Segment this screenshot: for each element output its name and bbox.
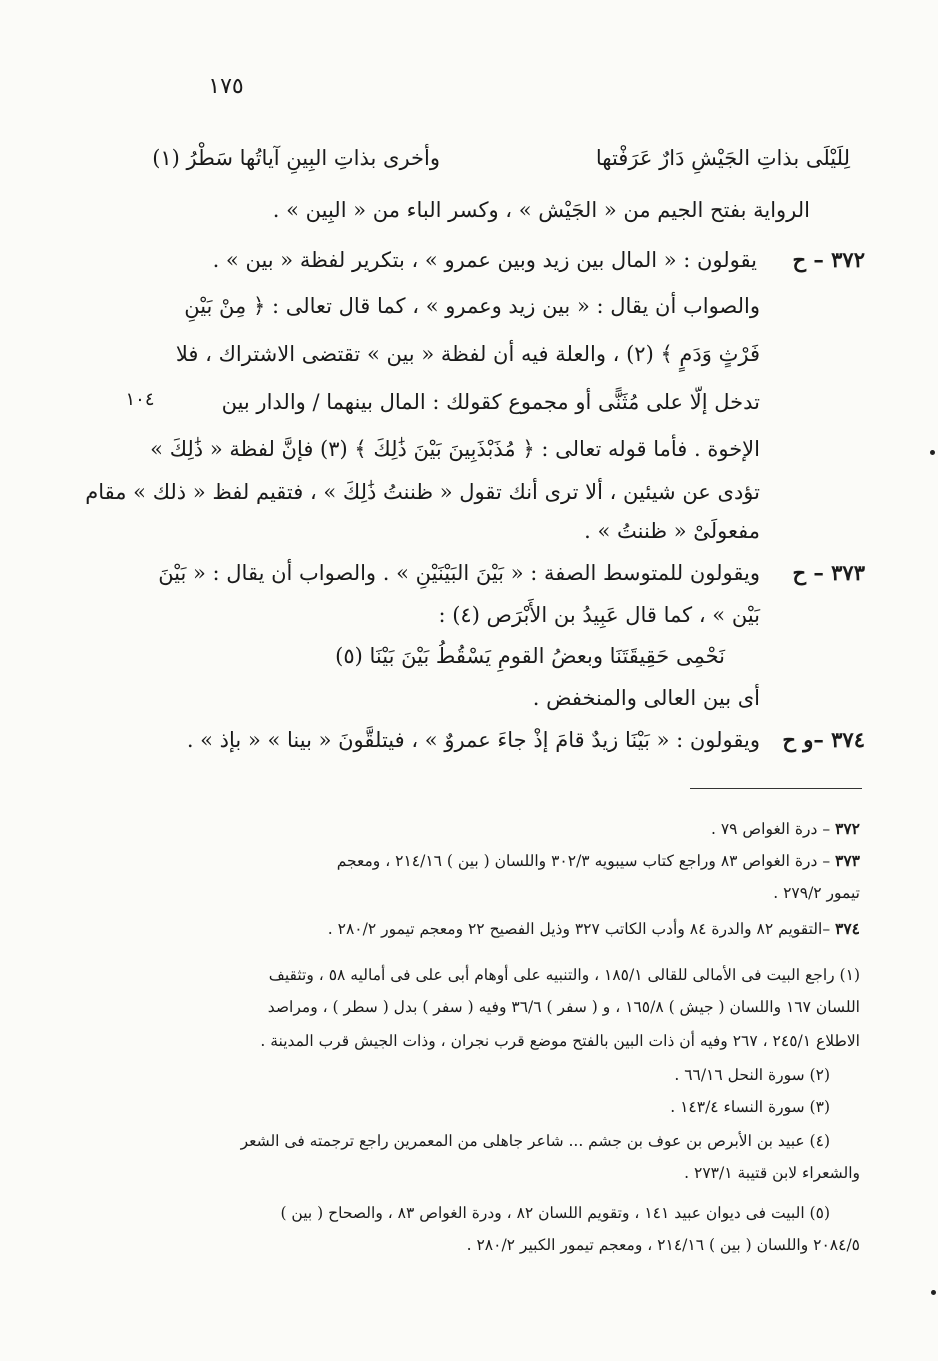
entry-number-374: ٣٧٤ –و ح xyxy=(782,727,865,752)
body-line: والصواب أن يقال : « بين زيد وعمرو » ، كما قال تعالى : ﴿ مِنْ بَيْنِ xyxy=(184,294,760,318)
body-line: أى بين العالى والمنخفض . xyxy=(532,686,760,710)
footnote-line: (٤) عبيد بن الأبرص بن عوف بن جشم ... شاعر جاهلى من المعمرين راجع ترجمته فى الشعر xyxy=(240,1132,830,1150)
entry-number-372: ٣٧٢ – ح xyxy=(792,247,865,272)
verse-left-hemistich: وأخرى بذاتِ البِينِ آياتُها سَطْرُ (١) xyxy=(152,146,440,170)
reference-text: تيمور ٢٧٩/٢ . xyxy=(773,884,860,902)
footnote-line: اللسان ١٦٧ واللسان ( جيش ) ١٦٥/٨ ، و ( سفر ) ٣٦/٦ وفيه ( سفر ) بدل ( سطر ) ، ومراصد xyxy=(267,998,860,1016)
entry-number-373: ٣٧٣ – ح xyxy=(792,560,865,585)
footnote-line: ٢٠٨٤/٥ واللسان ( بين ) ٢١٤/١٦ ، ومعجم تيمور الكبير ٢٨٠/٢ . xyxy=(466,1236,860,1254)
body-line: تدخل إلّا على مُثَنًّى أو مجموع كقولك : المال بينهما / والدار بين xyxy=(221,390,760,414)
body-line: مفعولَىْ « ظننتُ » . xyxy=(584,519,760,543)
body-line: يقولون : « المال بين زيد وبين عمرو » ، بتكرير لفظة « بين » . xyxy=(212,248,757,272)
body-line: الإخوة . فأما قوله تعالى : ﴿ مُذَبْذَبِينَ بَيْنَ ذَٰلِكَ ﴾ (٣) فإنَّ لفظة « ذَٰلِكَ » xyxy=(150,437,760,461)
footnote-line: الاطلاع ٢٤٥/١ ، ٢٦٧ وفيه أن ذات البين بالفتح موضع قرب نجران ، وذات الجيش قرب المدينة . xyxy=(260,1032,860,1050)
verse-right-hemistich: لِلَيْلَى بذاتِ الجَيْشِ دَارٌ عَرَفْتها xyxy=(595,146,850,170)
reference-372 xyxy=(560,818,860,840)
margin-page-number: ١٠٤ xyxy=(125,389,155,410)
body-line: ويقولون : « بَيْنَا زيدٌ قامَ إذْ جاءَ عمروٌ » ، فيتلقَّونَ « بينا » « بإذ » . xyxy=(186,728,760,752)
scan-mark xyxy=(931,1290,936,1295)
scan-mark xyxy=(930,450,935,455)
poem-verse: نَحْمِى حَقِيقَتَنَا وبعضُ القومِ يَسْقُطُ بَيْنَ بَيْنَا (٥) xyxy=(335,644,725,668)
body-line: ويقولون للمتوسط الصفة : « بَيْنَ البَيْنَيْنِ » . والصواب أن يقال : « بَيْنَ xyxy=(158,561,760,585)
reference-374 xyxy=(175,918,860,940)
body-line: الرواية بفتح الجيم من « الجَيْش » ، وكسر الباء من « البِين » . xyxy=(272,198,810,222)
page-number: ١٧٥ xyxy=(208,74,244,99)
footnote-line: (٢) سورة النحل ٦٦/١٦ . xyxy=(674,1066,830,1084)
footnote-line: (٥) البيت فى ديوان عبيد ١٤١ ، وتقويم اللسان ٨٢ ، ودرة الغواص ٨٣ ، والصحاح ( بين ) xyxy=(280,1204,830,1222)
body-line: فَرْثٍ وَدَمٍ ﴾ (٢) ، والعلة فيه أن لفظة « بين » تقتضى الاشتراك ، فلا xyxy=(175,342,760,366)
reference-text: –التقويم ٨٢ والدرة ٨٤ وأدب الكاتب ٣٢٧ وذيل الفصيح ٢٢ ومعجم تيمور ٢٨٠/٢ . xyxy=(327,920,831,938)
body-line: بَيْن » ، كما قال عَبِيدُ بن الأَبْرَص (٤) : xyxy=(438,603,760,627)
reference-373 xyxy=(165,850,860,872)
reference-text: – درة الغواص ٨٣ وراجع كتاب سيبويه ٣٠٢/٣ واللسان ( بين ) ٢١٤/١٦ ، ومعجم xyxy=(336,852,831,870)
reference-number: ٣٧٣ xyxy=(835,851,860,870)
footnote-line: (١) راجع البيت فى الأمالى للقالى ١٨٥/١ ، والتنبيه على أوهام أبى على فى أماليه ٥٨ ، وتثقيف xyxy=(268,966,860,984)
footnote-line: (٣) سورة النساء ١٤٣/٤ . xyxy=(670,1098,830,1116)
reference-number: ٣٧٤ xyxy=(835,919,860,938)
reference-text: – درة الغواص ٧٩ . xyxy=(710,820,831,838)
body-line: تؤدى عن شيئين ، ألا ترى أنك تقول « ظننتُ ذَٰلِكَ » ، فتقيم لفظ « ذلك » مقام xyxy=(85,480,760,504)
reference-number: ٣٧٢ xyxy=(835,819,860,838)
footnote-line: والشعراء لابن قتيبة ٢٧٣/١ . xyxy=(684,1164,860,1182)
footnote-separator xyxy=(690,788,862,789)
